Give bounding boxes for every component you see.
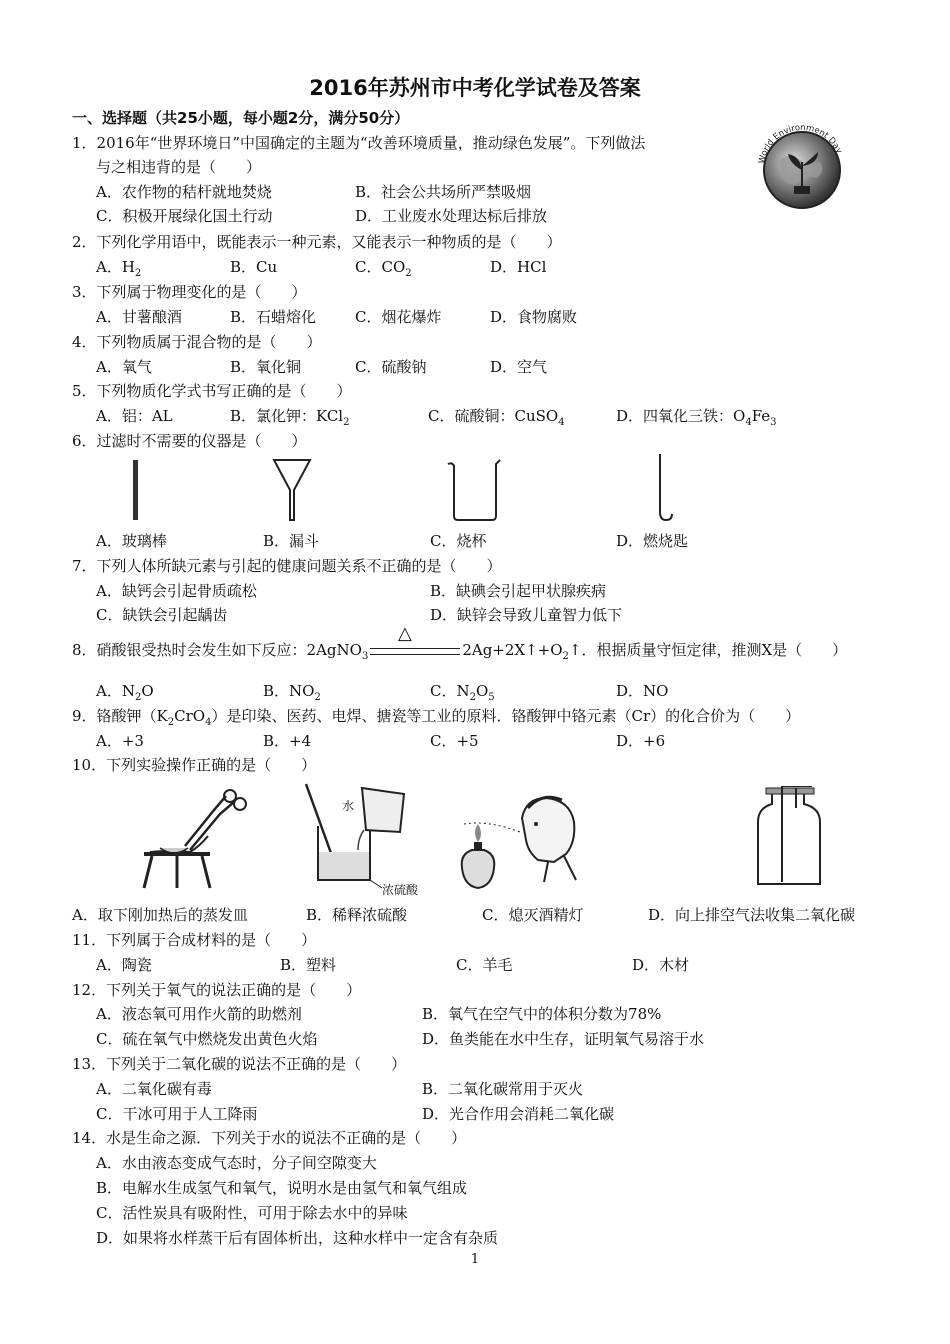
- q13-option-d: D．光合作用会消耗二氧化碳: [422, 1105, 615, 1123]
- q7-option-a: A．缺钙会引起骨质疏松: [96, 582, 257, 600]
- q11-option-d: D．木材: [632, 956, 690, 974]
- q3-option-c: C．烟花爆炸: [355, 308, 442, 326]
- q9-stem: 9．铬酸钾$(K_2CrO_4)$是印染、医药、电焊、搪瓷等工业的原料．铬酸钾中铬元素（Cr）的化合价为（ ）: [72, 707, 801, 728]
- q14-option-d: D．如果将水样蒸干后有固体析出，这种水样中一定含有杂质: [96, 1229, 499, 1247]
- world-environment-day-logo: [752, 118, 852, 218]
- q1-option-b: B．社会公共场所严禁吸烟: [355, 183, 532, 201]
- q8-stem: 8．硝酸银受热时会发生如下反应：2AgNO$_3$ $2Ag+2X↑+O_2↑$．根据质量守恒定律，推测X是（ ）: [72, 641, 848, 662]
- dilute-acid-figure: [300, 782, 424, 894]
- q6-option-a: A．玻璃棒: [96, 532, 167, 550]
- water-label: 水: [342, 799, 355, 813]
- q6-option-c: C．烧杯: [430, 532, 487, 550]
- q11-option-b: B．塑料: [280, 956, 337, 974]
- q12-option-c: C．硫在氧气中燃烧发出黄色火焰: [96, 1030, 318, 1048]
- q7-stem: 7．下列人体所缺元素与引起的健康问题关系不正确的是（ ）: [72, 557, 502, 575]
- q13-option-b: B．二氧化碳常用于灭火: [422, 1080, 584, 1098]
- q11-option-a: A．陶瓷: [96, 956, 152, 974]
- q7-option-b: B．缺碘会引起甲状腺疾病: [430, 582, 607, 600]
- alcohol-lamp-figure: [458, 790, 586, 894]
- q10-option-b: B．稀释浓硫酸: [306, 906, 408, 924]
- q12-option-b: B．氧气在空气中的体积分数为78%: [422, 1005, 662, 1023]
- heat-symbol: △: [398, 623, 412, 644]
- q2-option-b: B．Cu: [230, 258, 278, 276]
- q1-option-d: D．工业废水处理达标后排放: [355, 207, 548, 225]
- q8-option-a: A．$N_2O$: [96, 682, 154, 703]
- q12-option-a: A．液态氧可用作火箭的助燃剂: [96, 1005, 302, 1023]
- q1-option-a: A．农作物的秸杆就地焚烧: [96, 183, 272, 201]
- q13-stem: 13．下列关于二氧化碳的说法不正确的是（ ）: [72, 1055, 407, 1073]
- combustion-spoon-figure: [648, 452, 678, 524]
- q10-option-d: D．向上排空气法收集二氧化碳: [648, 906, 856, 924]
- q8-option-b: B．$NO_2$: [263, 682, 321, 703]
- q5-option-b: B．氯化钾：KCl$_2$: [230, 407, 350, 428]
- funnel-figure: [272, 456, 312, 522]
- q11-stem: 11．下列属于合成材料的是（ ）: [72, 931, 317, 949]
- q4-option-a: A．氧气: [96, 358, 152, 376]
- q9-option-d: D．+6: [616, 732, 666, 750]
- evaporating-dish-figure: [130, 786, 248, 892]
- acid-label: 浓硫酸: [382, 883, 419, 897]
- q6-stem: 6．过滤时不需要的仪器是（ ）: [72, 432, 307, 450]
- beaker-figure: [444, 458, 502, 522]
- q14-option-b: B．电解水生成氢气和氧气，说明水是由氢气和氧气组成: [96, 1179, 468, 1197]
- q7-option-d: D．缺锌会导致儿童智力低下: [430, 606, 623, 624]
- q9-option-a: A．+3: [96, 732, 144, 750]
- q3-stem: 3．下列属于物理变化的是（ ）: [72, 283, 307, 301]
- q4-option-c: C．硫酸钠: [355, 358, 427, 376]
- q10-option-a: A．取下刚加热后的蒸发皿: [72, 906, 248, 924]
- q11-option-c: C．羊毛: [456, 956, 513, 974]
- q13-option-a: A．二氧化碳有毒: [96, 1080, 212, 1098]
- q4-option-b: B．氧化铜: [230, 358, 302, 376]
- q6-option-d: D．燃烧匙: [616, 532, 689, 550]
- q8-option-d: D．NO: [616, 682, 669, 700]
- q5-option-a: A．铝：AL: [96, 407, 173, 425]
- q8-option-c: C．$N_2O_5$: [430, 682, 495, 703]
- page-number: 1: [470, 1252, 480, 1267]
- q10-option-c: C．熄灭酒精灯: [482, 906, 584, 924]
- q2-option-a: A．$H_2$: [96, 258, 142, 279]
- q6-option-b: B．漏斗: [263, 532, 320, 550]
- q5-option-c: C．硫酸铜：CuSO$_4$: [428, 407, 565, 428]
- q9-option-b: B．+4: [263, 732, 312, 750]
- glass-rod-figure: [128, 458, 144, 522]
- q5-option-d: D．四氧化三铁：$O_4Fe_3$: [616, 407, 777, 428]
- q10-stem: 10．下列实验操作正确的是（ ）: [72, 756, 317, 774]
- q9-option-c: C．+5: [430, 732, 479, 750]
- page-title: 2016年苏州市中考化学试卷及答案: [309, 76, 641, 100]
- q2-option-d: D．HCl: [490, 258, 547, 276]
- q4-stem: 4．下列物质属于混合物的是（ ）: [72, 333, 322, 351]
- q2-stem: 2．下列化学用语中，既能表示一种元素，又能表示一种物质的是（ ）: [72, 233, 562, 251]
- q3-option-a: A．甘薯酿酒: [96, 308, 182, 326]
- q14-option-c: C．活性炭具有吸附性，可用于除去水中的异味: [96, 1204, 408, 1222]
- q14-option-a: A．水由液态变成气态时，分子间空隙变大: [96, 1154, 377, 1172]
- q12-stem: 12．下列关于氧气的说法正确的是（ ）: [72, 981, 362, 999]
- q1-stem-line1: 1．2016年“世界环境日”中国确定的主题为“改善环境质量，推动绿色发展”。下列做法: [72, 134, 646, 152]
- q4-option-d: D．空气: [490, 358, 548, 376]
- q1-stem-line2: 与之相违背的是（ ）: [96, 158, 262, 176]
- q3-option-d: D．食物腐败: [490, 308, 578, 326]
- q7-option-c: C．缺铁会引起龋齿: [96, 606, 228, 624]
- section-heading: 一、选择题（共25小题，每小题2分，满分50分）: [72, 109, 410, 127]
- q14-stem: 14．水是生命之源．下列关于水的说法不正确的是（ ）: [72, 1129, 467, 1147]
- q1-option-c: C．积极开展绿化国土行动: [96, 207, 273, 225]
- q13-option-c: C．干冰可用于人工降雨: [96, 1105, 258, 1123]
- gas-collection-figure: [752, 786, 826, 892]
- q12-option-d: D．鱼类能在水中生存，证明氧气易溶于水: [422, 1030, 705, 1048]
- q5-stem: 5．下列物质化学式书写正确的是（ ）: [72, 382, 352, 400]
- reaction-equals-sign: [370, 648, 460, 655]
- q3-option-b: B．石蜡熔化: [230, 308, 317, 326]
- q2-option-c: C．$CO_2$: [355, 258, 412, 279]
- logo-lettering: World Environment Day: [757, 122, 844, 165]
